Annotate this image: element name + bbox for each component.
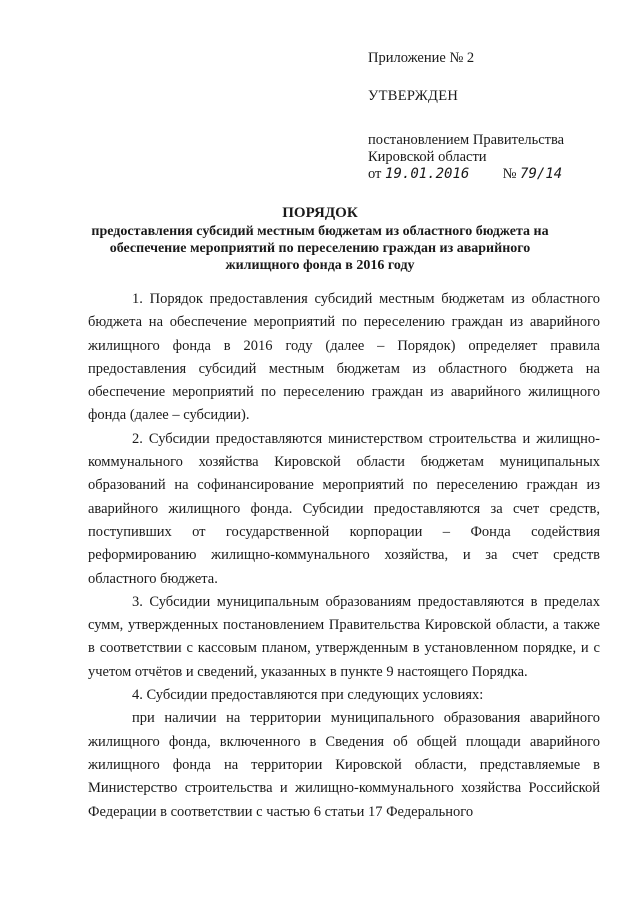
approval-line-1: постановлением Правительства xyxy=(368,132,565,148)
paragraph-1: 1. Порядок предоставления субсидий местным бюджетам из областного бюджета на обеспечение мероприятий по переселению граждан из аварийного жилищного фонда в 2016 году (далее – Порядок) определяет правила предоставления субсидий местным бюджетам из областного бюджета на обеспечение мероприятий по переселению граждан из аварийного жилищного фонда (далее – субсидии). xyxy=(88,291,600,424)
document-body xyxy=(88,288,600,824)
handwritten-date: 19.01.2016 xyxy=(385,166,470,182)
approval-line-2: Кировской области xyxy=(368,149,487,165)
number-prefix: № xyxy=(502,166,517,182)
date-prefix: от xyxy=(368,166,382,182)
document-subtitle: предоставления субсидий местным бюджетам из областного бюджета на обеспечение мероприятий по переселению граждан из аварийного жилищного фонда в 2016 году xyxy=(91,224,549,273)
paragraph-2: 2. Субсидии предоставляются министерством строительства и жилищно-коммунального хозяйства Кировской области бюджетам муниципальных образований на софинансирование мероприятий по переселению граждан из аварийного жилищного фонда. Субсидии предоставляются за счет средств, поступивших от государственной корпорации – Фонда содействия реформированию жилищно-коммунального хозяйства, и за счет средств областного бюджета. xyxy=(88,430,600,587)
paragraph-3: 3. Субсидии муниципальным образованиям предоставляются в пределах сумм, утвержденных постановлением Правительства Кировской области, а также в соответствии с кассовым планом, утвержденным в установленном порядке, и с учетом отчётов и сведений, указанных в пункте 9 настоящего Порядка. xyxy=(88,593,600,680)
paragraph-5: при наличии на территории муниципального образования аварийного жилищного фонда, включенного в Сведения об общей площади аварийного жилищного фонда на территории Кировской области, представляемые в Министерство строительства и жилищно-коммунального хозяйства Российской Федерации в соответствии с частью 6 статьи 17 Федерального xyxy=(88,710,600,820)
annex-label: Приложение № 2 xyxy=(368,50,475,66)
approval-date-line xyxy=(368,166,618,183)
approval-block xyxy=(368,50,618,183)
approved-stamp: УТВЕРЖДЕН xyxy=(368,88,459,104)
paragraph-4: 4. Субсидии предоставляются при следующих условиях: xyxy=(132,687,484,704)
document-title: ПОРЯДОК xyxy=(282,205,358,221)
handwritten-number: 79/14 xyxy=(520,166,563,182)
